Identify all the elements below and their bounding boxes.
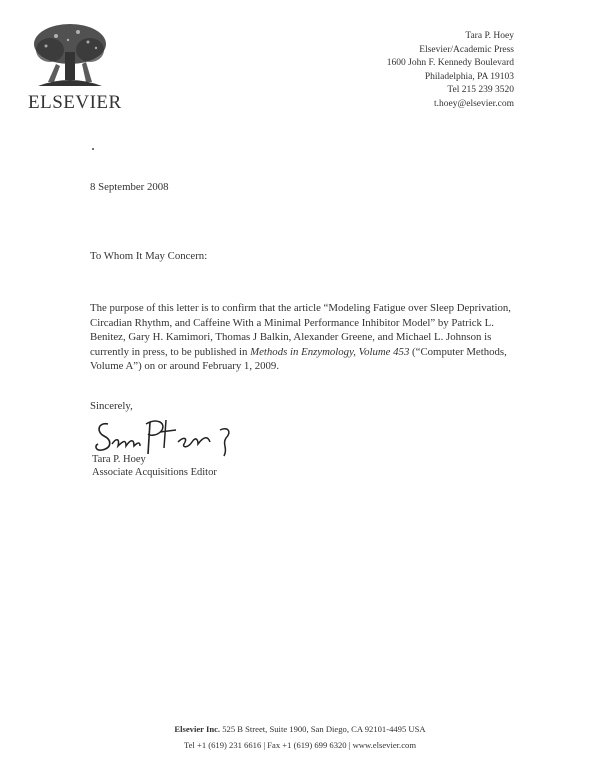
letter-salutation: To Whom It May Concern:: [90, 250, 208, 262]
sender-org: Elsevier/Academic Press: [419, 44, 514, 55]
sender-street: 1600 John F. Kennedy Boulevard: [386, 58, 514, 68]
scan-speck: [92, 148, 94, 150]
elsevier-tree-icon: [28, 20, 112, 90]
elsevier-tree-logo: [28, 20, 112, 90]
journal-title: Methods in Enzymology, Volume 453: [250, 345, 410, 358]
sender-name: Tara P. Hoey: [465, 31, 514, 41]
sender-tel: Tel 215 239 3520: [447, 85, 514, 95]
body-text-part-1: The purpose of this letter is to confirm that the article “Modeling Fatigue over Sleep Deprivation, Circadian Rhythm, and Caffeine With a Minimal Performance Inhibitor Model” by Patrick L. Benitez, Gary H. Kamimori, Thomas J Balkin, Alexander Greene, and Michael L. Johnson is currently in press, to be published in: [90, 302, 511, 358]
footer-company: Elsevier Inc.: [174, 724, 221, 734]
letter-date: 8 September 2008: [90, 181, 169, 193]
elsevier-wordmark: ELSEVIER: [28, 92, 122, 113]
footer-address: 525 B Street, Suite 1900, San Diego, CA 92101-4495 USA: [222, 724, 426, 734]
letter-body: [90, 301, 530, 374]
signer-name: Tara P. Hoey: [92, 454, 146, 465]
sender-email: t.hoey@elsevier.com: [434, 98, 514, 109]
sender-city: Philadelphia, PA 19103: [424, 71, 514, 82]
sender-address-block: [387, 30, 514, 111]
footer-contact-line: Tel +1 (619) 231 6616 | Fax +1 (619) 699 6320 | www.elsevier.com: [183, 740, 417, 750]
body-text-part-2: (“Computer Methods, Volume A”) on or around February 1, 2009.: [90, 345, 507, 372]
handwritten-signature: [94, 414, 244, 458]
signer-block: [92, 454, 217, 479]
letter-closing: Sincerely,: [90, 400, 133, 412]
footer-address-line: [0, 724, 600, 734]
signer-title: Associate Acquisitions Editor: [92, 466, 217, 478]
